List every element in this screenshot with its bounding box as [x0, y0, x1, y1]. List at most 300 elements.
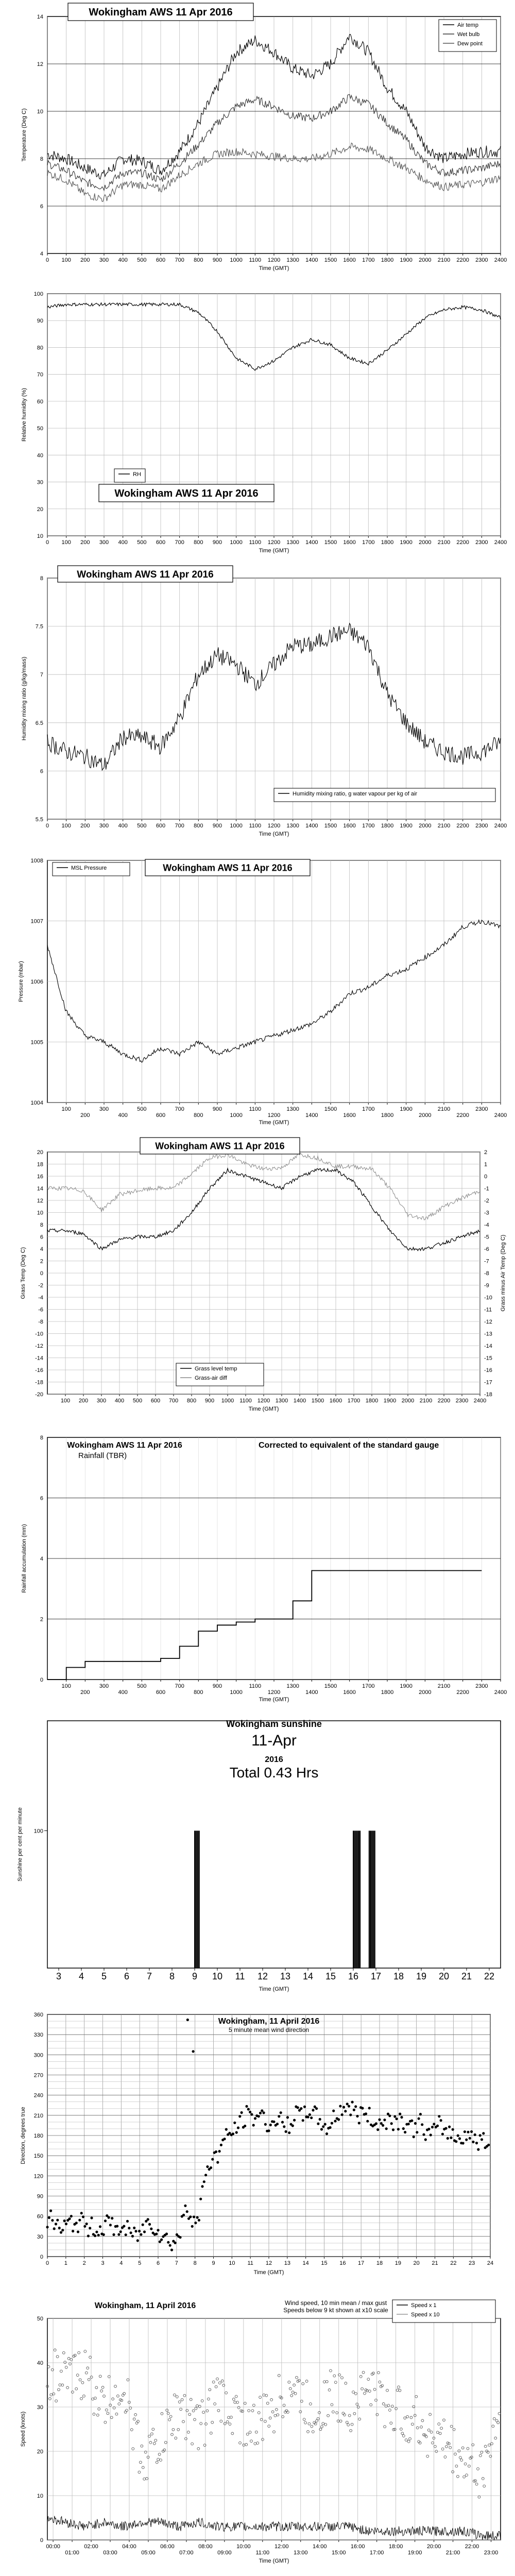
x-tick-label: 14:00 — [312, 2544, 327, 2550]
x-tick-label: 1500 — [311, 1398, 324, 1404]
x-tick-label: 1600 — [343, 1112, 356, 1118]
legend-label: Grass-air diff — [195, 1375, 227, 1381]
direction-point — [397, 2128, 400, 2130]
x-tick-label: 21 — [461, 1971, 472, 1981]
direction-point — [419, 2113, 422, 2115]
x-tick-label: 17 — [370, 1971, 382, 1981]
direction-point — [286, 2116, 289, 2119]
x-tick-label: 1400 — [305, 1112, 318, 1118]
direction-point — [225, 2128, 228, 2131]
x-tick-label: 10 — [229, 2260, 235, 2266]
direction-point — [90, 2216, 93, 2219]
x-tick-label: 1300 — [286, 1106, 299, 1112]
direction-point — [125, 2233, 127, 2236]
x-tick-label: 700 — [175, 539, 184, 546]
x-tick-label: 2400 — [494, 1112, 507, 1118]
y-tick-label: 2 — [40, 1258, 43, 1265]
x-axis-label: Time (GMT) — [259, 831, 289, 837]
y-tick-label: 1006 — [30, 979, 43, 985]
x-tick-label: 2400 — [494, 823, 507, 829]
x-tick-label: 3 — [56, 1971, 62, 1981]
y-tick-label: 70 — [37, 371, 43, 378]
direction-point — [264, 2123, 267, 2126]
direction-point — [422, 2133, 425, 2136]
legend-label: Dew point — [457, 41, 483, 47]
direction-point — [60, 2231, 62, 2234]
y-tick-label: 1004 — [30, 1100, 43, 1106]
x-tick-label: 1800 — [365, 1398, 379, 1404]
x-tick-label: 11 — [235, 1971, 245, 1981]
direction-point — [55, 2223, 57, 2225]
y-tick-label: 0 — [40, 1270, 43, 1277]
x-tick-label: 2100 — [437, 257, 451, 263]
y-tick-label: 20 — [37, 2449, 43, 2455]
direction-point — [448, 2126, 451, 2128]
x-tick-label: 1400 — [305, 539, 318, 546]
x-tick-label: 16 — [339, 2260, 346, 2266]
direction-point — [472, 2141, 474, 2143]
direction-point — [430, 2133, 432, 2136]
chart-air-temperature — [0, 0, 515, 278]
chart-subtitle: 5 minute mean wind direction — [228, 2026, 310, 2033]
direction-point — [186, 2019, 189, 2021]
x-tick-label: 1000 — [230, 257, 243, 263]
direction-point — [356, 2115, 358, 2117]
x-tick-label: 700 — [175, 257, 184, 263]
x-tick-label: 2000 — [419, 257, 432, 263]
direction-point — [89, 2227, 91, 2229]
y-tick-label: -10 — [35, 1331, 43, 1337]
y2-tick-label: -13 — [484, 1331, 492, 1337]
x-tick-label: 800 — [194, 1689, 203, 1696]
x-tick-label: 200 — [80, 1112, 90, 1118]
direction-point — [392, 2128, 394, 2131]
chart-sunshine — [0, 1710, 515, 2004]
x-tick-label: 02:00 — [84, 2544, 98, 2550]
y2-tick-label: -6 — [484, 1246, 489, 1252]
x-tick-label: 200 — [80, 257, 90, 263]
y-tick-label: 50 — [37, 2316, 43, 2322]
y-tick-label: 120 — [33, 2173, 43, 2180]
direction-point — [288, 2131, 290, 2134]
x-tick-label: 1800 — [381, 823, 394, 829]
direction-point — [378, 2119, 381, 2121]
x-tick-label: 15:00 — [331, 2550, 346, 2556]
legend-label: Air temp — [457, 22, 478, 28]
direction-point — [142, 2224, 144, 2226]
direction-point — [329, 2126, 332, 2129]
x-tick-label: 13 — [284, 2260, 290, 2266]
x-tick-label: 03:00 — [103, 2550, 117, 2556]
chart-title: Wokingham AWS 11 Apr 2016 — [67, 1441, 182, 1450]
x-tick-label: 1900 — [383, 1398, 397, 1404]
x-tick-label: 200 — [80, 1689, 90, 1696]
x-tick-label: 1800 — [381, 1689, 394, 1696]
direction-point — [344, 2110, 347, 2112]
x-tick-label: 16:00 — [350, 2544, 365, 2550]
y-tick-label: 8 — [40, 1222, 43, 1228]
direction-point — [421, 2123, 423, 2126]
x-tick-label: 19:00 — [407, 2550, 422, 2556]
x-tick-label: 2400 — [473, 1398, 487, 1404]
y2-tick-label: -14 — [484, 1343, 492, 1349]
direction-point — [198, 2219, 200, 2222]
direction-point — [441, 2133, 444, 2136]
x-tick-label: 2200 — [456, 1689, 469, 1696]
direction-point — [272, 2121, 275, 2123]
y-tick-label: 240 — [33, 2092, 43, 2099]
x-tick-label: 600 — [156, 823, 166, 829]
x-tick-label: 12:00 — [274, 2544, 289, 2550]
chart-subtitle: Rainfall (TBR) — [78, 1451, 127, 1460]
direction-point — [303, 2106, 306, 2108]
direction-point — [320, 2128, 323, 2130]
x-tick-label: 500 — [137, 539, 147, 546]
direction-point — [452, 2128, 454, 2131]
legend-label: Grass level temp — [195, 1366, 237, 1372]
x-tick-label: 1900 — [400, 1106, 413, 1112]
x-tick-label: 2100 — [437, 823, 451, 829]
x-tick-label: 18 — [376, 2260, 383, 2266]
x-tick-label: 1400 — [305, 257, 318, 263]
x-tick-label: 900 — [212, 539, 222, 546]
y2-tick-label: -8 — [484, 1270, 489, 1277]
x-tick-label: 13:00 — [293, 2550, 308, 2556]
direction-point — [331, 2122, 333, 2125]
y-tick-label: 210 — [33, 2112, 43, 2119]
y-tick-label: 5.5 — [35, 817, 43, 823]
direction-point — [196, 2216, 199, 2219]
x-tick-label: 600 — [156, 1689, 166, 1696]
x-axis-label: Time (GMT) — [259, 2558, 289, 2564]
x-tick-label: 23 — [469, 2260, 475, 2266]
x-tick-label: 13 — [280, 1971, 291, 1981]
direction-point — [128, 2227, 130, 2229]
x-tick-label: 1400 — [305, 1689, 318, 1696]
y-tick-label: 6 — [40, 204, 43, 210]
x-tick-label: 1100 — [249, 823, 262, 829]
y-tick-label: 1007 — [30, 918, 43, 925]
direction-point — [440, 2119, 442, 2122]
x-tick-label: 1200 — [267, 1689, 281, 1696]
direction-point — [210, 2166, 212, 2169]
x-tick-label: 600 — [156, 1112, 166, 1118]
x-tick-label: 1200 — [267, 257, 281, 263]
x-tick-label: 0 — [45, 257, 49, 263]
x-tick-label: 1 — [64, 2260, 67, 2266]
y-tick-label: 4 — [40, 1246, 43, 1252]
y-tick-label: 30 — [37, 2233, 43, 2240]
direction-point — [82, 2215, 84, 2218]
y-tick-label: 4 — [40, 1556, 43, 1562]
direction-point — [109, 2224, 112, 2226]
chart-title: Wokingham AWS 11 Apr 2016 — [155, 1141, 285, 1151]
y-axis-label: Temperature (Deg C) — [21, 108, 27, 162]
y-tick-label: 2 — [40, 1616, 43, 1623]
y-axis-label: Rainfall accumulation (mm) — [21, 1524, 27, 1593]
y-axis-label: Relative humidity (%) — [21, 388, 27, 442]
x-tick-label: 1700 — [362, 1683, 375, 1689]
direction-point — [170, 2249, 173, 2251]
direction-point — [477, 2148, 479, 2151]
direction-point — [457, 2134, 459, 2137]
x-tick-label: 2000 — [419, 539, 432, 546]
y-tick-label: 90 — [37, 2193, 43, 2200]
x-tick-label: 400 — [118, 1689, 128, 1696]
direction-point — [203, 2180, 205, 2183]
x-tick-label: 1300 — [286, 257, 299, 263]
direction-point — [353, 2109, 355, 2111]
x-tick-label: 1700 — [362, 823, 375, 829]
y-tick-label: 60 — [37, 398, 43, 405]
x-tick-label: 1100 — [249, 539, 262, 546]
y-tick-label: -14 — [35, 1355, 43, 1362]
direction-point — [191, 2225, 194, 2228]
x-tick-label: 2000 — [419, 1112, 432, 1118]
x-tick-label: 100 — [61, 823, 71, 829]
x-tick-label: 24 — [487, 2260, 494, 2266]
x-tick-label: 7 — [146, 1971, 152, 1981]
x-tick-label: 2300 — [475, 823, 488, 829]
direction-point — [143, 2230, 146, 2233]
x-tick-label: 1200 — [257, 1398, 270, 1404]
direction-point — [68, 2217, 71, 2220]
direction-point — [388, 2114, 391, 2117]
chart-wind-speed — [0, 2298, 515, 2576]
direction-point — [365, 2112, 367, 2115]
direction-point — [276, 2123, 279, 2125]
x-tick-label: 100 — [60, 1398, 71, 1404]
x-tick-label: 2400 — [494, 539, 507, 546]
direction-point — [75, 2222, 78, 2224]
x-tick-label: 1600 — [343, 1689, 356, 1696]
direction-point — [247, 2108, 250, 2110]
y2-tick-label: -3 — [484, 1210, 489, 1216]
chart-humidity-mixing-ratio — [0, 562, 515, 845]
x-tick-label: 1400 — [305, 823, 318, 829]
x-tick-label: 8 — [193, 2260, 197, 2266]
chart-title: Wokingham AWS 11 Apr 2016 — [163, 862, 293, 873]
direction-point — [85, 2223, 88, 2225]
direction-point — [312, 2109, 314, 2111]
direction-point — [70, 2215, 73, 2217]
x-axis-label: Time (GMT) — [248, 1406, 279, 1412]
y-tick-label: 16 — [37, 1174, 43, 1180]
direction-point — [108, 2216, 110, 2219]
x-tick-label: 600 — [150, 1398, 161, 1404]
direction-point — [254, 2117, 256, 2120]
x-tick-label: 9 — [192, 1971, 198, 1981]
direction-point — [94, 2234, 96, 2237]
chart-grass-temperature — [0, 1133, 515, 1422]
x-tick-label: 21:00 — [445, 2550, 460, 2556]
direction-point — [351, 2101, 354, 2104]
x-tick-label: 300 — [99, 1683, 109, 1689]
direction-point — [238, 2115, 241, 2117]
direction-point — [215, 2150, 217, 2153]
x-tick-label: 600 — [156, 539, 166, 546]
x-tick-label: 23:00 — [484, 2550, 499, 2556]
direction-point — [104, 2219, 107, 2222]
x-tick-label: 1600 — [343, 257, 356, 263]
x-tick-label: 22 — [484, 1971, 495, 1981]
y-tick-label: -16 — [35, 1367, 43, 1374]
x-tick-label: 2100 — [437, 1683, 451, 1689]
legend-label: RH — [133, 471, 141, 478]
x-tick-label: 1900 — [400, 539, 413, 546]
direction-point — [249, 2111, 251, 2113]
x-tick-label: 2000 — [401, 1398, 415, 1404]
x-axis-label: Time (GMT) — [259, 1697, 289, 1703]
direction-point — [487, 2144, 490, 2146]
direction-point — [61, 2229, 64, 2231]
direction-point — [469, 2137, 471, 2140]
x-tick-label: 1100 — [249, 1106, 262, 1112]
x-tick-label: 5 — [101, 1971, 107, 1981]
y-tick-label: 40 — [37, 452, 43, 459]
direction-point — [402, 2127, 405, 2130]
x-tick-label: 900 — [212, 1683, 222, 1689]
direction-point — [189, 2215, 192, 2218]
y2-tick-label: -4 — [484, 1222, 489, 1228]
x-tick-label: 19 — [416, 1971, 427, 1981]
x-tick-label: 2300 — [475, 1683, 488, 1689]
y2-tick-label: -2 — [484, 1198, 489, 1204]
x-tick-label: 1600 — [343, 823, 356, 829]
x-tick-label: 2 — [82, 2260, 86, 2266]
x-tick-label: 14 — [302, 1971, 314, 1981]
direction-point — [112, 2233, 115, 2236]
x-tick-label: 1100 — [239, 1398, 252, 1404]
x-tick-label: 800 — [194, 539, 203, 546]
chart-wind-direction — [0, 2004, 515, 2298]
direction-point — [56, 2219, 59, 2222]
x-tick-label: 6 — [156, 2260, 160, 2266]
x-tick-label: 10 — [212, 1971, 223, 1981]
chart-total: Total 0.43 Hrs — [229, 1765, 319, 1781]
x-tick-label: 22 — [450, 2260, 457, 2266]
direction-point — [342, 2106, 345, 2108]
y-axis-label: Speed (knots) — [20, 2411, 26, 2447]
direction-point — [235, 2131, 238, 2134]
direction-point — [138, 2230, 141, 2232]
direction-point — [427, 2128, 430, 2130]
direction-point — [97, 2234, 100, 2236]
direction-point — [232, 2132, 234, 2135]
x-tick-label: 11:00 — [255, 2550, 270, 2556]
x-tick-label: 200 — [80, 539, 90, 546]
direction-point — [126, 2220, 129, 2223]
y2-tick-label: -17 — [484, 1379, 492, 1386]
direction-point — [155, 2233, 158, 2235]
direction-point — [147, 2218, 149, 2221]
y2-tick-label: -11 — [484, 1307, 492, 1313]
y-tick-label: 330 — [33, 2032, 43, 2039]
y-tick-label: 6 — [40, 1495, 43, 1502]
x-tick-label: 1700 — [362, 257, 375, 263]
direction-point — [159, 2241, 161, 2243]
x-tick-label: 300 — [99, 1106, 109, 1112]
x-axis-label: Time (GMT) — [259, 1986, 289, 1992]
x-tick-label: 01:00 — [65, 2550, 79, 2556]
y-tick-label: 90 — [37, 318, 43, 325]
direction-point — [418, 2117, 420, 2120]
y-tick-label: 100 — [33, 291, 43, 297]
chart-year: 2016 — [265, 1755, 283, 1764]
x-tick-label: 1000 — [230, 1689, 243, 1696]
direction-point — [479, 2134, 482, 2137]
x-tick-label: 1600 — [343, 539, 356, 546]
x-tick-label: 100 — [61, 257, 71, 263]
x-tick-label: 3 — [101, 2260, 105, 2266]
x-tick-label: 4 — [119, 2260, 123, 2266]
direction-point — [267, 2129, 270, 2132]
y2-tick-label: 1 — [484, 1161, 488, 1168]
direction-point — [383, 2119, 386, 2121]
direction-point — [390, 2122, 393, 2125]
y-tick-label: 6.5 — [35, 720, 43, 726]
direction-point — [262, 2111, 265, 2114]
x-tick-label: 14 — [302, 2260, 309, 2266]
direction-point — [346, 2103, 349, 2105]
direction-point — [258, 2115, 260, 2117]
chart-title: Wokingham, 11 April 2016 — [94, 2301, 196, 2310]
x-tick-label: 9 — [212, 2260, 215, 2266]
y2-axis-label: Grass minus Air Temp (Deg C) — [500, 1234, 506, 1312]
y-tick-label: 4 — [40, 251, 43, 257]
direction-point — [140, 2233, 142, 2236]
x-tick-label: 600 — [156, 257, 166, 263]
y-tick-label: 80 — [37, 345, 43, 351]
plot-area — [47, 2318, 501, 2540]
x-tick-label: 800 — [194, 1112, 203, 1118]
direction-point — [385, 2127, 388, 2130]
chart-title: Wokingham AWS 11 Apr 2016 — [89, 7, 233, 19]
direction-point — [174, 2242, 177, 2244]
direction-point — [467, 2131, 469, 2133]
direction-point — [339, 2105, 341, 2107]
x-tick-label: 1200 — [267, 823, 281, 829]
direction-point — [307, 2116, 310, 2119]
direction-point — [358, 2122, 360, 2124]
x-tick-label: 16 — [348, 1971, 359, 1981]
direction-point — [302, 2119, 304, 2122]
direction-point — [308, 2113, 311, 2116]
direction-point — [404, 2131, 406, 2133]
direction-point — [211, 2158, 214, 2161]
x-tick-label: 2200 — [456, 1112, 469, 1118]
direction-point — [165, 2232, 168, 2235]
legend-label: Speed x 10 — [411, 2312, 440, 2318]
direction-point — [482, 2132, 485, 2134]
y-tick-label: 0 — [40, 2254, 43, 2260]
direction-point — [285, 2130, 287, 2133]
direction-point — [167, 2241, 169, 2244]
direction-point — [450, 2137, 452, 2139]
x-tick-label: 1500 — [324, 823, 337, 829]
y-tick-label: 7 — [40, 672, 43, 679]
direction-point — [332, 2110, 335, 2112]
x-tick-label: 1900 — [400, 1683, 413, 1689]
x-tick-label: 17:00 — [369, 2550, 384, 2556]
direction-point — [179, 2236, 181, 2239]
y-axis-label: Pressure (mbar) — [18, 961, 24, 1002]
chart-note: Corrected to equivalent of the standard gauge — [259, 1441, 439, 1450]
direction-point — [261, 2109, 263, 2112]
direction-point — [182, 2214, 185, 2216]
x-tick-label: 2200 — [456, 539, 469, 546]
y-tick-label: 14 — [37, 14, 43, 20]
